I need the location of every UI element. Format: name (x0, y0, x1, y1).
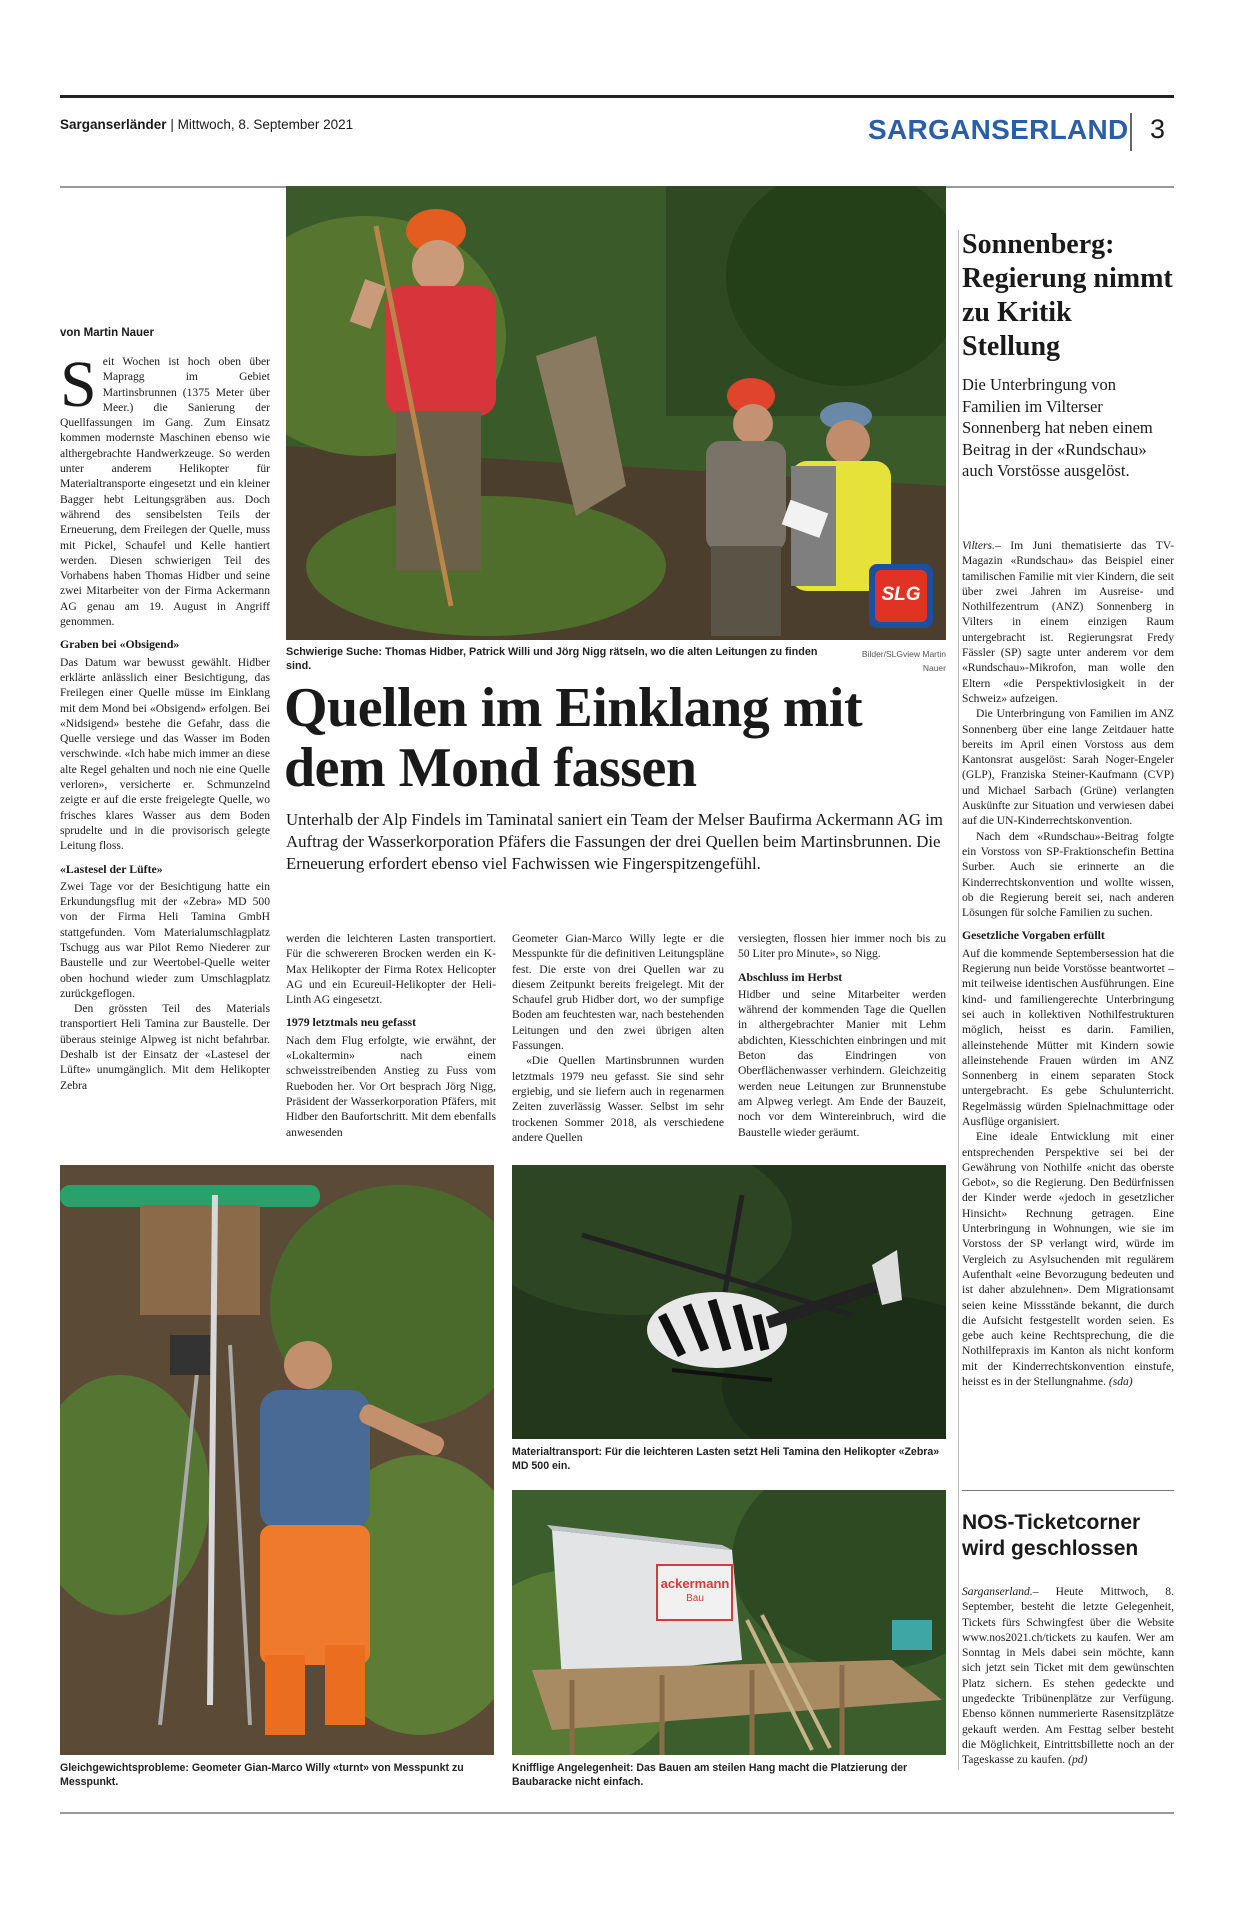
subhead-1979: 1979 letztmals neu gefasst (286, 1015, 417, 1030)
page-number: 3 (1150, 114, 1166, 144)
subhead-herbst: Abschluss im Herbst (738, 969, 843, 984)
sidebar-paragraph-5: Eine ideale Entwicklung mit einer entsprechenden Perspektive sei bei der Gewährung von Nothilfe «nicht das oberste Gebot», so die Regierung. Den Bedürfnissen der Kinder werde «jedoch in gesetzlicher Hinsicht» Rechnung getragen. Eine Unterbringung in Wohnungen, wie sie im Vorstoss der SP verlangt wird, würde im Vergleich zu Asylsuchenden mit regulärem Aufenthalt «eine Bevorzugung bedeuten und ist daher abzulehnen». Dem Migrationsamt seien keine Missstände bekannt, die durch die Aufsicht festgestellt worden seien. Es gebe auch keine Rechtsprechung, die die Nothilfepraxis im Kanton als nicht konform mit der Kinderrechtskonvention einstufe, heisst es in der Stellungnahme. (962, 1130, 1174, 1389)
paragraph-helicopters: werden die leichteren Lasten transportiert. Für die schwereren Brocken werden ein K-Max Helikopter der Firma Rotex Helicopter AG und ein Ecureuil-Helikopter der Heli-Linth AG eingesetzt. (286, 932, 496, 1007)
bottom-rule (60, 1812, 1174, 1814)
section-name: SARGANSERLAND (868, 114, 1129, 145)
sidebar-subhead: Gesetzliche Vorgaben erfüllt (962, 928, 1105, 943)
sidebar-lead: Die Unterbringung von Familien im Vilterser Sonnenberg hat neben einem Beitrag in der «Rundschau» auch Vorstösse ausgelöst. (962, 375, 1153, 480)
header-divider (1130, 113, 1132, 151)
intro-paragraph: eit Wochen ist hoch oben über Mapragg im Gebiet Martinsbrunnen (1375 Meter über Meer.) die Sanierung der Quellfassungen im Gang. Zum Einsatz kommen modernste Maschinen ebenso wie althergebrachte Handwerkzeuge. So werden unter anderem Helikopter für Materialtransporte eingesetzt und ein kleiner Bagger hebt Leitungsgräben aus. Doch während des sensibelsten Teils der Erneuerung, dem Freilegen der Quelle, muss mit Pickel, Schaufel und Kelle hantiert werden. Diesen schwierigen Teil des Vorhabens haben Thomas Hidber und seine zwei Mitarbeiter von der Firma Ackermann AG genau am 19. August in Angriff genommen. (60, 355, 270, 629)
paper-name: Sarganserländer (60, 117, 167, 132)
ticketcorner-headline: NOS-Ticketcorner wird geschlossen (962, 1511, 1141, 1560)
subhead-lastesel: «Lastesel der Lüfte» (60, 861, 163, 876)
main-headline: Quellen im Einklang mit dem Mond fassen (284, 677, 863, 799)
caption-helicopter: Materialtransport: Für die leichteren Lasten setzt Heli Tamina den Helikopter «Zebra» MD 500 ein. (512, 1446, 940, 1472)
masthead (60, 117, 353, 132)
caption-barrack: Knifflige Angelegenheit: Das Bauen am steilen Hang macht die Platzierung der Baubaracke nicht einfach. (512, 1762, 908, 1788)
sidebar-headline: Sonnenberg: Regierung nimmt zu Kritik Stellung (962, 229, 1173, 362)
paragraph-lastesel-1: Zwei Tage vor der Besichtigung hatte ein Erkundungsflug mit der «Zebra» MD 500 von der Firma Heli Tamina GmbH stattgefunden. Vom Materialumschlagplatz Tschugg aus war Pilot Remo Niederer zur Baustelle und zur Weertobel-Quelle weiter oben hochund wieder zum Umschlagplatz zurückgeflogen. (60, 879, 270, 1000)
ticketcorner-dateline: Sarganserland. (962, 1585, 1033, 1598)
sidebar-paragraph-4: Auf die kommende Septembersession hat die Regierung nun beide Vorstösse beantwortet – mit teilweise identischen Ausführungen. Eine kind- und familiengerechte Unterbringung sei auch in kollektiven Nothilfestrukturen möglich, heisst es darin. Familien, alleinstehende Mütter mit Kindern sowie alleinstehende Frauen würden im ANZ Sonnenberg in einem separaten Stock untergebracht. Es gebe Schulunterricht. Regelmässig würden Spielnachmittage oder Ausflüge organisiert. (962, 946, 1174, 1128)
ticketcorner-signature: (pd) (1068, 1753, 1088, 1767)
sidebar-paragraph-1: – Im Juni thematisierte das TV-Magazin «Rundschau» das Beispiel einer tamilischen Familie mit vier Kindern, die seit über zwei Jahren im Ausreise- und Nothilfezentrum (ANZ) Sonnenberg in Vilters in einem einzigen Raum untergebracht ist. Regierungsrat Fredy Fässler (SP) sagte unter anderem vor dem «Rundschau»-Mikrofon, man wolle den Eltern «die Perspektivlosigkeit in der Schweiz» aufzeigen. (962, 539, 1174, 705)
left-column (60, 348, 270, 1093)
sidebar-dateline: Vilters. (962, 539, 995, 552)
paragraph-lokaltermin: Nach dem Flug erfolgte, wie erwähnt, der «Lokaltermin» nach einem schweisstreibenden Anstieg zu Fuss vom Rueboden her. Vor Ort besprach Jörg Nigg, Präsident der Wasserkorporation Pfäfers, mit Hidber den Baufortschritt. Mit dem ebenfalls anwesenden (286, 1033, 496, 1139)
paragraph-quellen-1979: «Die Quellen Martinsbrunnen wurden letztmals 1979 neu gefasst. Sie sind sehr ergiebig, und sie liefern auch in regenarmen Zeiten zuverlässig Wasser. Selbst im sehr trockenen Sommer 2018, als verschiedene andere Quellen (512, 1054, 724, 1144)
caption-top-photo: Schwierige Suche: Thomas Hidber, Patrick Willi und Jörg Nigg rätseln, wo die alten Leitungen zu finden sind. (286, 646, 818, 672)
sidebar-paragraph-2: Die Unterbringung von Familien im ANZ Sonnenberg über eine lange Zeitdauer hatte bereits im April einen Vorstoss aus dem Kantonsrat ausgelöst: Sarah Noger-Engeler (GLP), Franziska Steiner-Kaufmann (CVP) und Michael Sarbach (Grüne) verlangten Auskünfte zur Situation und verwiesen dabei auf die UN-Kinderrechtskonvention. (962, 707, 1174, 828)
paragraph-obsigend: Das Datum war bewusst gewählt. Hidber erklärte anlässlich einer Besichtigung, das Freilegen einer Quelle müsse im Einklang mit dem Mond bei «Obsigend» erfolgen. Bei «Nidsigend» bestehe die Gefahr, dass die Quelle versiege und das Wasser im Boden verschwinde. «Ich habe mich immer an diese alte Regel gehalten und noch nie eine Quelle verloren», versicherte er. Schmunzelnd zeigte er auf die erste freigelegte Quelle, wo frisches klares Wasser aus dem Boden sprudelte und in die provisorisch gelegte Leitung floss. (60, 655, 270, 853)
body-column-4 (738, 931, 946, 1140)
paragraph-lastesel-2: Den grössten Teil des Materials transportiert Heli Tamina zur Baustelle. Der überaus steinige Alpweg ist nicht befahrbar. Deshalb ist der Einsatz der «Lastesel der Lüfte» unumgänglich. Mit dem Helikopter Zebra (60, 1002, 270, 1092)
photo-helicopter (512, 1165, 946, 1439)
paragraph-herbst: Hidber und seine Mitarbeiter werden während der kommenden Tage die Quellen in althergebrachter Manier mit Lehm abdichten, Kiesschichten einbringen und mit Beton das Eindringen von Oberflächenwasser verhindern. Gleichzeitig werden neue Leitungen zur Brunnenstube am Alpweg verlegt. Am Ende der Bauzeit, noch vor dem Wintereinbruch, wird die Baustelle wieder geräumt. (738, 987, 946, 1139)
paragraph-geometer: Geometer Gian-Marco Willy legte er die Messpunkte für die definitiven Leitungspläne fest. Die erste von drei Quellen war zu diesem Zeitpunkt bereits freigelegt. Mit der Schaufel grub Hidber dort, wo der sumpfige Boden am feuchtesten war, nach bestehenden Leitungen und den zwei übrigen alten Fassungen. (512, 932, 724, 1053)
top-photo-workers (286, 186, 946, 640)
body-column-2 (286, 931, 496, 1140)
ackermann-sign-sub: Bau (686, 1593, 704, 1604)
drop-cap: S (60, 348, 97, 421)
sidebar-signature: (sda) (1108, 1375, 1133, 1389)
paragraph-versiegten: versiegten, flossen hier immer noch bis zu 50 Liter pro Minute», so Nigg. (738, 932, 946, 961)
caption-geometer: Gleichgewichtsprobleme: Geometer Gian-Marco Willy «turnt» von Messpunkt zu Messpunkt. (60, 1762, 464, 1788)
ticketcorner-column (962, 1584, 1174, 1768)
byline: von Martin Nauer (60, 327, 154, 339)
body-column-3 (512, 931, 724, 1145)
issue-date: | Mittwoch, 8. September 2021 (170, 117, 354, 132)
slg-logo: SLG (881, 584, 921, 605)
photo-credit: Bilder/SLGview Martin Nauer (861, 649, 946, 673)
sidebar-paragraph-3: Nach dem «Rundschau»-Beitrag folgte ein Vorstoss von SP-Fraktionschefin Bettina Surber. Auch sie erinnerte an die Kinderrechtskonvention und wollte wissen, ob die Regierung bereit sei, nach anderen Lösungen für solche Familien zu suchen. (962, 829, 1174, 920)
sidebar-separator (962, 1490, 1174, 1491)
photo-geometer (60, 1165, 494, 1755)
ackermann-sign: ackermann (660, 1576, 730, 1591)
subhead-obsigend: Graben bei «Obsigend» (60, 637, 180, 652)
main-lead: Unterhalb der Alp Findels im Taminatal saniert ein Team der Melser Baufirma Ackermann AG im Auftrag der Wasserkorporation Pfäfers die Fassungen der drei Quellen beim Martinsbrunnen. Die Erneuerung erfordert ebenso viel Fachwissen wie Fingerspitzengefühl. (286, 810, 943, 873)
top-rule (60, 95, 1174, 98)
ticketcorner-paragraph: – Heute Mittwoch, 8. September, besteht die letzte Gelegenheit, Tickets fürs Schwingfest über die Website www.nos2021.ch/tickets zu kaufen. Wer am Sonntag in Mels dabei sein möchte, kann sich jetzt sein Ticket mit dem gewünschten Platz sichern. Es stehen gedeckte und ungedeckte Tribünenplätze zur Verfügung. Ebenso können nummerierte Rasensitzplätze gekauft werden. Am Festtag selber besteht die Möglichkeit, Eintrittsbillette noch an der Tageskasse zu kaufen. (962, 1585, 1174, 1767)
sidebar-divider (958, 230, 959, 1770)
photo-barrack (512, 1490, 946, 1755)
sidebar-column (962, 538, 1174, 1389)
